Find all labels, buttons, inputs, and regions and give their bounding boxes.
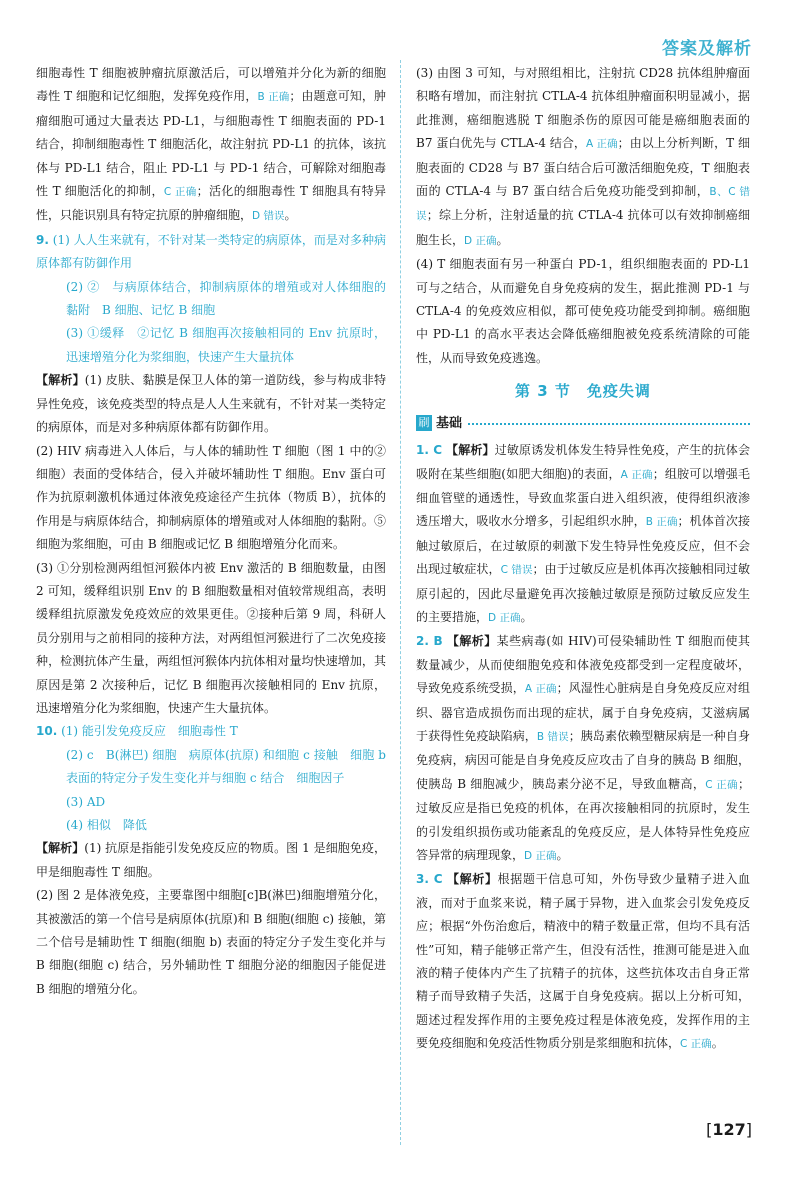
judgement-tag: B、C 错误 xyxy=(416,186,750,223)
q9-analysis-3 xyxy=(36,557,386,721)
text: ；由题意可知，肿瘤细胞可通过大量表达 PD-L1，与细胞毒性 T 细胞表面的 PD-1 结合，抑制细胞毒性 T 细胞活化，故注射抗 PD-L1 的抗体，该抗体与 PD-L1 结合，阻止 PD-L1 与 PD-1 结合，可解除对细胞毒性 T 细胞活化的抑制， xyxy=(36,89,386,199)
judgement-tag: C 正确 xyxy=(680,1038,712,1051)
q-prev-analysis-4 xyxy=(416,253,750,370)
q3-item xyxy=(416,868,750,1056)
analysis-text: (2) 图 2 是体液免疫，主要靠图中细胞[c]B(淋巴)细胞增殖分化，其被激活的第一个信号是病原体(抗原)和 B 细胞(细胞 c) 接触，第二个信号是辅助性 T 细胞(细胞 b) 表面的特定分子发生变化并与 B 细胞(细胞 c) 结合，另外辅助性 T 细胞分泌的细胞因子能促进 B 细胞的增殖分化。 xyxy=(36,888,386,996)
question-number: 10. xyxy=(36,724,58,739)
judgement-tag: C 正确 xyxy=(163,186,197,199)
question-number: 3. C xyxy=(416,872,443,887)
judgement-tag: A 正确 xyxy=(620,468,653,481)
text: 。 xyxy=(556,848,569,862)
q10-answer-2 xyxy=(36,744,386,791)
q10-answer-3 xyxy=(36,791,386,814)
analysis-text: (1) 皮肤、黏膜是保卫人体的第一道防线，参与构成非特异性免疫，该免疫类型的特点是人人生来就有，不针对某一类特定的病原体，而是对多种病原体都有防御作用。 xyxy=(36,373,386,435)
analysis-text: (1) 抗原是指能引发免疫反应的物质。图 1 是细胞免疫，甲是细胞毒性 T 细胞。 xyxy=(36,841,386,879)
q9-analysis-1 xyxy=(36,369,386,439)
text: 。 xyxy=(284,208,297,223)
text: ；风湿性心脏病是自身免疫反应对组织、器官造成损伤而出现的症状，属于自身免疫病，艾滋病属于获得性免疫缺陷病， xyxy=(416,681,750,743)
judgement-tag: D 正确 xyxy=(488,611,521,624)
left-column xyxy=(36,62,386,1001)
text: ；综上分析，注射适量的抗 CTLA-4 抗体可以有效抑制癌细胞生长， xyxy=(416,208,750,247)
text: ；过敏反应是指已免疫的机体，在再次接触相同的抗原时，发生的引发组织损伤或功能紊乱的免疫反应，是人体特异性免疫应答异常的病理现象， xyxy=(416,776,750,862)
judgement-tag: A 正确 xyxy=(524,683,557,696)
basic-label: 基础 xyxy=(436,415,463,431)
text: 。 xyxy=(711,1036,724,1051)
analysis-text: (2) HIV 病毒进入人体后，与人体的辅助性 T 细胞（图 1 中的②细胞）表面的受体结合，侵入并破坏辅助性 T 细胞。Env 蛋白可作为抗原刺激机体通过体液免疫途径产生抗体（物质 B），抗体的作用是与病原体结合，抑制病原体的增殖或对人体细胞的黏附。⑤细胞为浆细胞，可由 B 细胞或记忆 B 细胞增殖分化而来。 xyxy=(36,443,386,552)
judgement-tag: A 正确 xyxy=(585,138,618,151)
judgement-tag: C 错误 xyxy=(500,564,533,577)
answer-text: (1) 能引发免疫反应 细胞毒性 T xyxy=(61,724,238,739)
q-prev-analysis-3 xyxy=(416,62,750,253)
text: 细胞毒性 T 细胞被肿瘤抗原激活后，可以增殖并分化为新的细胞毒性 T 细胞和记忆细胞，发挥免疫作用， xyxy=(36,66,386,104)
answer-text: (4) 相似 降低 xyxy=(66,818,147,832)
answer-text: (2) ② 与病原体结合，抑制病原体的增殖或对人体细胞的黏附 B 细胞、记忆 B 细胞 xyxy=(66,279,386,318)
brush-icon: 刷 xyxy=(416,415,432,431)
judgement-tag: D 正确 xyxy=(524,850,557,862)
judgement-tag: C 正确 xyxy=(705,778,738,791)
answer-text: (3) ①缓释 ②记忆 B 细胞再次接触相同的 Env 抗原时，迅速增殖分化为浆细胞，快速产生大量抗体 xyxy=(66,326,386,364)
q9-analysis-2 xyxy=(36,440,386,557)
answer-text: (1) 人人生来就有，不针对某一类特定的病原体，而是对多种病原体都有防御作用 xyxy=(36,232,386,271)
text: 根据题干信息可知，外伤导致少量精子进入血液，而对于血浆来说，精子属于异物，进入血浆会引发免疫反应；根据“外伤治愈后，精液中的精子数量正常，但均不具有活性”可知，精子能够正常产生，但没有活性，推测可能是进入血液的精子使体内产生了抗精子的抗体，这些抗体攻击自身正常精子而导致精子失活，这属于自身免疫病。据以上分析可知，题述过程发挥作用的主要免疫过程是体液免疫，发挥作用的主要免疫细胞和免疫活性物质分别是浆细胞和抗体， xyxy=(416,872,750,1051)
judgement-tag: B 正确 xyxy=(645,516,678,529)
text: (3) 由图 3 可知，与对照组相比，注射抗 CD28 抗体组肿瘤面积略有增加，而注射抗 CTLA-4 抗体组肿瘤面积明显减小，据此推测，癌细胞逃脱 T 细胞杀伤的原因可能是癌细胞表面的 B7 蛋白优先与 CTLA-4 结合， xyxy=(416,66,750,151)
text: ；机体首次接触过敏原后，在过敏原的刺激下发生特异性免疫反应，但不会出现过敏症状， xyxy=(416,514,750,577)
question-number: 2. B xyxy=(416,634,443,649)
analysis-label: 【解析】 xyxy=(447,872,498,887)
dotted-rule xyxy=(468,423,750,425)
text: ；胰岛素依赖型糖尿病是一种自身免疫病，病因可能是自身免疫反应攻击了自身的胰岛 B 细胞，使胰岛 B 细胞减少，胰岛素分泌不足，导致血糖高， xyxy=(416,728,750,791)
q2-item xyxy=(416,630,750,868)
q10-answer-1 xyxy=(36,720,386,743)
text: 过敏原诱发机体发生特异性免疫，产生的抗体会吸附在某些细胞(如肥大细胞)的表面， xyxy=(416,443,750,481)
analysis-label: 【解析】 xyxy=(446,634,497,649)
q9-answer-2 xyxy=(36,276,386,323)
q8-continuation xyxy=(36,62,386,229)
text: ；由以上分析判断，T 细胞表面的 CD28 与 B7 蛋白结合后可激活细胞免疫，T 细胞表面的 CTLA-4 与 B7 蛋白结合后免疫功能受到抑制， xyxy=(416,136,750,199)
page-number-value: 127 xyxy=(712,1120,746,1139)
text: 。 xyxy=(520,609,533,624)
q9-answer-1 xyxy=(36,229,386,276)
analysis-text: (3) ①分别检测两组恒河猴体内被 Env 激活的 B 细胞数量，由图 2 可知，缓释组识别 Env 的 B 细胞数量相对值较常规组高，表明缓释组抗原激发免疫效应的效果更佳。②接种后第 9 周，科研人员分别用与之前相同的接种方法，对两组恒河猴进行了二次免疫接种，检测抗体产生量，两组恒河猴体内抗体相对量均快速增加，其原因是第 2 次接种后，记忆 B 细胞再次接触相同的 Env 抗原，迅速增殖分化为浆细胞，快速产生大量抗体。 xyxy=(36,560,386,715)
q9-answer-3 xyxy=(36,322,386,369)
judgement-tag: D 错误 xyxy=(252,210,285,223)
right-column xyxy=(416,62,750,1057)
section-title: 第 3 节 免疫失调 xyxy=(515,382,651,401)
page-number: [127] xyxy=(706,1120,752,1139)
q10-analysis-1 xyxy=(36,837,386,884)
q10-answer-4 xyxy=(36,814,386,837)
analysis-label: 【解析】 xyxy=(36,841,85,856)
text: ；组胺可以增强毛细血管壁的通透性，导致血浆蛋白进入组织液，使得组织液渗透压增大，吸收水分增多，引起组织水肿， xyxy=(416,466,750,529)
answer-text: (3) AD xyxy=(66,794,106,809)
judgement-tag: B 错误 xyxy=(536,730,569,743)
answer-text: (2) c B(淋巴) 细胞 病原体(抗原) 和细胞 c 接触 细胞 b 表面的特定分子发生变化并与细胞 c 结合 细胞因子 xyxy=(66,747,386,786)
column-divider xyxy=(400,60,401,1145)
text: 。 xyxy=(496,232,509,247)
judgement-tag: D 正确 xyxy=(464,234,497,247)
analysis-label: 【解析】 xyxy=(446,443,495,458)
judgement-tag: B 正确 xyxy=(257,91,290,104)
analysis-label: 【解析】 xyxy=(36,373,85,388)
q10-analysis-2 xyxy=(36,884,386,1001)
question-number: 9. xyxy=(36,232,49,247)
text: 某些病毒(如 HIV)可侵染辅助性 T 细胞而使其数量减少，从而使细胞免疫和体液免疫都受到一定程度破坏，导致免疫系统受损， xyxy=(416,634,750,696)
question-number: 1. C xyxy=(416,443,443,458)
q1-item xyxy=(416,439,750,630)
basic-heading xyxy=(416,412,750,435)
text: ；活化的细胞毒性 T 细胞具有特异性，只能识别具有特定抗原的肿瘤细胞， xyxy=(36,184,386,223)
page-header: 答案及解析 xyxy=(662,39,752,59)
text: (4) T 细胞表面有另一种蛋白 PD-1，组织细胞表面的 PD-L1 可与之结合，从而避免自身免疫病的发生，据此推测 PD-1 与 CTLA-4 的免疫效应相似，都可使免疫功能受到抑制。癌细胞中 PD-L1 的高水平表达会降低癌细胞被免疫系统清除的可能性，从而导致免疫逃逸。 xyxy=(416,257,750,365)
text: ；由于过敏反应是机体再次接触相同过敏原引起的，因此尽量避免再次接触过敏原是预防过敏反应发生的主要措施， xyxy=(416,562,750,624)
